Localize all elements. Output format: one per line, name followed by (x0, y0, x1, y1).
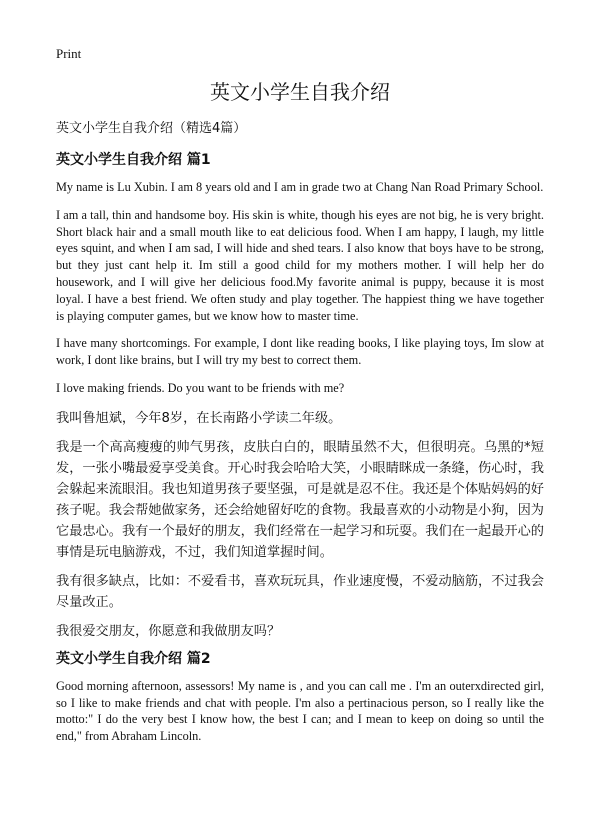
section-1-paragraph-8: 我很爱交朋友，你愿意和我做朋友吗？ (56, 623, 281, 639)
section-1-paragraph-1: My name is Lu Xubin. I am 8 years old and I am in grade two at Chang Nan Road Primary School. (56, 180, 544, 194)
section-1-paragraph-7: 我有很多缺点，比如：不爱看书，喜欢玩玩具，作业速度慢，不爱动脑筋，不过我会尽量改正。 (56, 573, 544, 610)
section-2-paragraph-1: Good morning afternoon, assessors! My name is , and you can call me . I'm an outerxdirected girl, so I like to make friends and chat with people. I'm also a pertinacious person, so I really like the motto:" I do the very best I know how, the best I can; and I mean to keep on doing so until the end," from Abraham Lincoln. (56, 678, 544, 744)
section-2-heading: 英文小学生自我介绍 篇2 (56, 650, 211, 667)
section-1-paragraph-4: I love making friends. Do you want to be friends with me? (56, 380, 345, 395)
document-body (56, 120, 544, 756)
print-label[interactable]: Print (56, 46, 82, 61)
document-subtitle: 英文小学生自我介绍（精选4篇） (56, 121, 247, 136)
document-title: 英文小学生自我介绍 (210, 80, 390, 104)
section-1-heading: 英文小学生自我介绍 篇1 (56, 152, 211, 168)
section-1-paragraph-2: I am a tall, thin and handsome boy. His skin is white, though his eyes are not big, he is very bright. Short black hair and a small mouth like to eat delicious food. When I am happy, I laugh, my little eyes squint, and when I am sad, I will hide and shed tears. I also know that boys have to be strong, but they just cant help it. Im still a good child for my mothers mother. I will help her do housework, and I will give her delicious food.My favorite animal is puppy, because it is most loyal. I have a best friend. We often study and play together. The happiest thing we have together is playing computer games, but we know how to master time. (56, 207, 544, 323)
section-1-paragraph-6: 我是一个高高瘦瘦的帅气男孩，皮肤白白的，眼睛虽然不大，但很明亮。乌黑的*短发，一张小嘴最爱享受美食。开心时我会哈哈大笑，小眼睛眯成一条缝，伤心时，我会躲起来流眼泪。我也知道男孩子要坚强，可是就是忍不住。我还是个体贴妈妈的好孩子呢。我会帮她做家务，还会给她留好吃的食物。我最喜欢的小动物是小狗，因为它最忠心。我有一个最好的朋友，我们经常在一起学习和玩耍。我们在一起最开心的事情是玩电脑游戏，不过，我们知道掌握时间。 (56, 439, 544, 560)
section-1-paragraph-5: 我叫鲁旭斌，今年8岁，在长南路小学读二年级。 (56, 410, 342, 426)
section-1-paragraph-3: I have many shortcomings. For example, I dont like reading books, I like playing toys, Im slow at work, I dont like brains, but I will try my best to correct them. (56, 336, 544, 368)
